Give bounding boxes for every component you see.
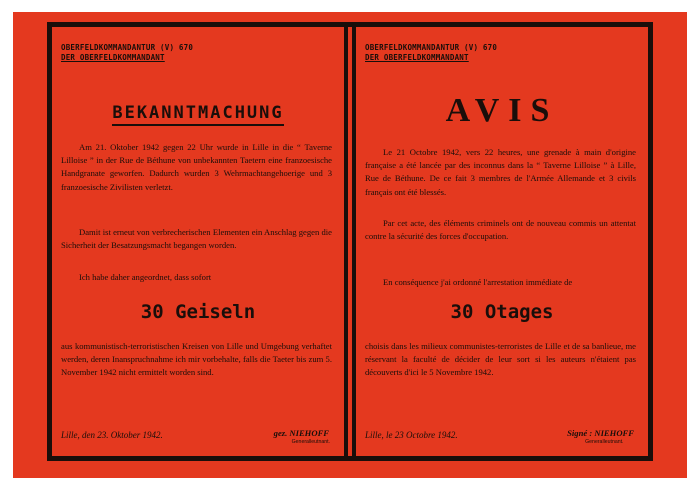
german-paragraph-2-text: Damit ist erneut von verbrecherischen Elementen ein Anschlag gegen die Sicherheit der Besatzungsmacht begangen worden. <box>61 227 332 251</box>
french-column <box>356 27 648 456</box>
german-paragraph-4: aus kommunistisch-terroristischen Kreisen von Lille und Umgebung verhaftet werden, deren Inanspruchnahme ich mir vorbehalte, falls die Taeter bis zum 5. November 1942 nicht ermittelt worden sind. <box>61 341 332 378</box>
german-signature <box>274 428 330 445</box>
german-hostage-count: 30 Geiseln <box>140 301 256 323</box>
german-title <box>52 103 344 123</box>
french-title: AVIS <box>445 92 559 129</box>
german-paragraph-2 <box>61 226 332 252</box>
german-title-text: BEKANNTMACHUNG <box>112 103 283 126</box>
french-header <box>365 43 497 63</box>
german-paragraph-1 <box>61 141 332 194</box>
french-signature-rank: Generalleutnant. <box>585 439 624 445</box>
german-place-date: Lille, den 23. Oktober 1942. <box>61 430 163 440</box>
french-paragraph-4: choisis dans les milieux communistes-terroristes de Lille et de sa banlieue, me réservant la faculté de décider de leur sort si les auteurs n'étaient pas découverts d'ici le 5 Novembre 1942. <box>365 341 636 378</box>
border-right <box>648 22 653 461</box>
poster <box>13 12 687 478</box>
french-paragraph-2-text: Par cet acte, des éléments criminels ont de nouveau commis un attentat contre la sécurité des forces d'occupation. <box>365 218 636 242</box>
french-place-date: Lille, le 23 Octobre 1942. <box>365 430 458 440</box>
french-header-line2: DER OBERFELDKOMMANDANT <box>365 53 469 62</box>
column-divider-1 <box>344 22 348 461</box>
german-paragraph-3 <box>61 271 332 284</box>
french-header-line1: OBERFELDKOMMANDANTUR (V) 670 <box>365 43 498 52</box>
french-paragraph-3-text: En conséquence j'ai ordonné l'arrestation immédiate de <box>383 277 573 287</box>
german-header <box>61 43 193 63</box>
french-hostage-count: 30 Otages <box>450 301 554 323</box>
french-paragraph-1-text: Le 21 Octobre 1942, vers 22 heures, une grenade à main d'origine française a été lancée par des inconnus dans la “ Taverne Lilloise ” à Lille, Rue de Béthune. De ce fait 3 membres de l'Armée Allemande et 3 civils français ont été blessés. <box>365 147 636 197</box>
french-signature-name: Signé : NIEHOFF <box>567 428 634 438</box>
german-paragraph-3-text: Ich habe daher angeordnet, dass sofort <box>79 272 212 282</box>
german-signature-rank: Generalleutnant. <box>291 439 330 445</box>
german-header-line1: OBERFELDKOMMANDANTUR (V) 670 <box>61 43 194 52</box>
french-paragraph-2 <box>365 217 636 243</box>
french-paragraph-1 <box>365 146 636 199</box>
french-paragraph-3 <box>365 276 636 289</box>
french-signature <box>567 428 634 445</box>
german-header-line2: DER OBERFELDKOMMANDANT <box>61 53 165 62</box>
border-bottom <box>47 456 653 461</box>
german-signature-name: gez. NIEHOFF <box>273 428 330 438</box>
german-paragraph-1-text: Am 21. Oktober 1942 gegen 22 Uhr wurde in Lille in die “ Taverne Lilloise ” in der Rue de Béthune von unbekannten Taetern eine franzoesische Handgranate geworfen. Dadurch wurden 3 Wehrmachtangehoerige und 3 franzoesische Zivilisten verletzt. <box>61 142 332 192</box>
german-column <box>52 27 344 456</box>
